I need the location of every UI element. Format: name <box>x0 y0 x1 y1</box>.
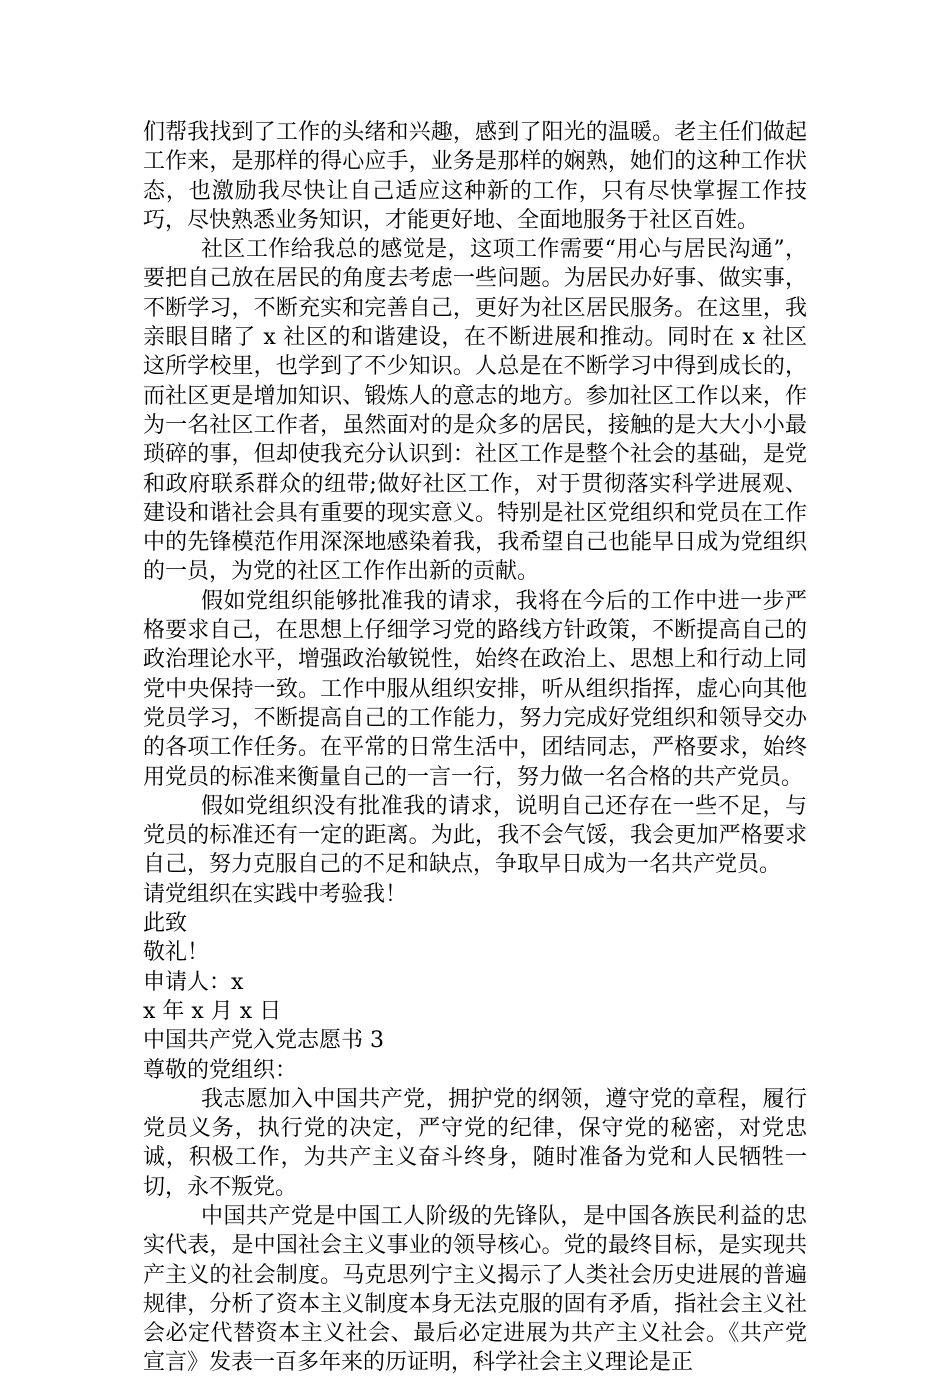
date-line: x 年 x 月 x 日 <box>143 998 282 1024</box>
paragraph-party-nature: 中国共产党是中国工人阶级的先锋队，是中国各族民利益的忠实代表，是中国社会主义事业的领导核心。党的最终目标，是实现共产主义的社会制度。马克思列宁主义揭示了人类社会历史进展的普遍规律，分析了资本主义制度本身无法克服的固有矛盾，指社会主义社会必定代替资本主义社会、最后必定进展为共产主义社会。《共产党宣言》发表一百多年来的历证明，科学社会主义理论是正 <box>143 1203 807 1376</box>
applicant-line: 申请人：x <box>143 969 244 995</box>
paragraph-pledge: 我志愿加入中国共产党，拥护党的纲领，遵守党的章程，履行党员义务，执行党的决定，严守党的纪律，保守党的秘密，对党忠诚，积极工作，为共产主义奋斗终身，随时准备为党和人民牺牲一切，永不叛党。 <box>143 1086 807 1200</box>
greeting-line: 尊敬的党组织： <box>143 1057 298 1083</box>
paragraph-if-approved: 假如党组织能够批准我的请求，我将在今后的工作中进一步严格要求自己，在思想上仔细学习党的路线方针政策，不断提高自己的政治理论水平，增强政治敏锐性，始终在政治上、思想上和行动上同党中央保持一致。工作中服从组织安排，听从组织指挥，虚心向其他党员学习，不断提高自己的工作能力，努力完成好党组织和领导交办的各项工作任务。在平常的日常生活中，团结同志，严格要求，始终用党员的标准来衡量自己的一言一行，努力做一名合格的共产党员。 <box>143 588 807 790</box>
document-page <box>143 118 807 1378</box>
paragraph-community-work: 社区工作给我总的感觉是，这项工作需要“用心与居民沟通”，要把自己放在居民的角度去考虑一些问题。为居民办好事、做实事，不断学习，不断充实和完善自己，更好为社区居民服务。在这里，我亲眼目睹了 x 社区的和谐建设，在不断进展和推动。同时在 x 社区这所学校里，也学到了不少知识。人总是在不断学习中得到成长的，而社区更是增加知识、锻炼人的意志的地方。参加社区工作以来，作为一名社区工作者，虽然面对的是众多的居民，接触的是大大小小最琐碎的事，但却使我充分认识到：社区工作是整个社会的基础，是党和政府联系群众的纽带;做好社区工作，对于贯彻落实科学进展观、建设和谐社会具有重要的现实意义。特别是社区党组织和党员在工作中的先锋模范作用深深地感染着我，我希望自己也能早日成为党组织的一员，为党的社区工作作出新的贡献。 <box>143 237 807 585</box>
paragraph-continuation: 们帮我找到了工作的头绪和兴趣，感到了阳光的温暖。老主任们做起工作来，是那样的得心应手，业务是那样的娴熟，她们的这种工作状态，也激励我尽快让自己适应这种新的工作，只有尽快掌握工作技巧，尽快熟悉业务知识，才能更好地、全面地服务于社区百姓。 <box>143 120 807 233</box>
request-line: 请党组织在实践中考验我！ <box>143 881 408 907</box>
closing-salutation: 此致 <box>143 911 188 937</box>
section-title: 中国共产党入党志愿书 3 <box>143 1028 384 1054</box>
paragraph-if-not-approved: 假如党组织没有批准我的请求，说明自己还存在一些不足，与党员的标准还有一定的距离。为此，我不会气馁，我会更加严格要求自己，努力克服自己的不足和缺点，争取早日成为一名共产党员。 <box>143 793 807 878</box>
closing-respect: 敬礼！ <box>143 940 210 966</box>
